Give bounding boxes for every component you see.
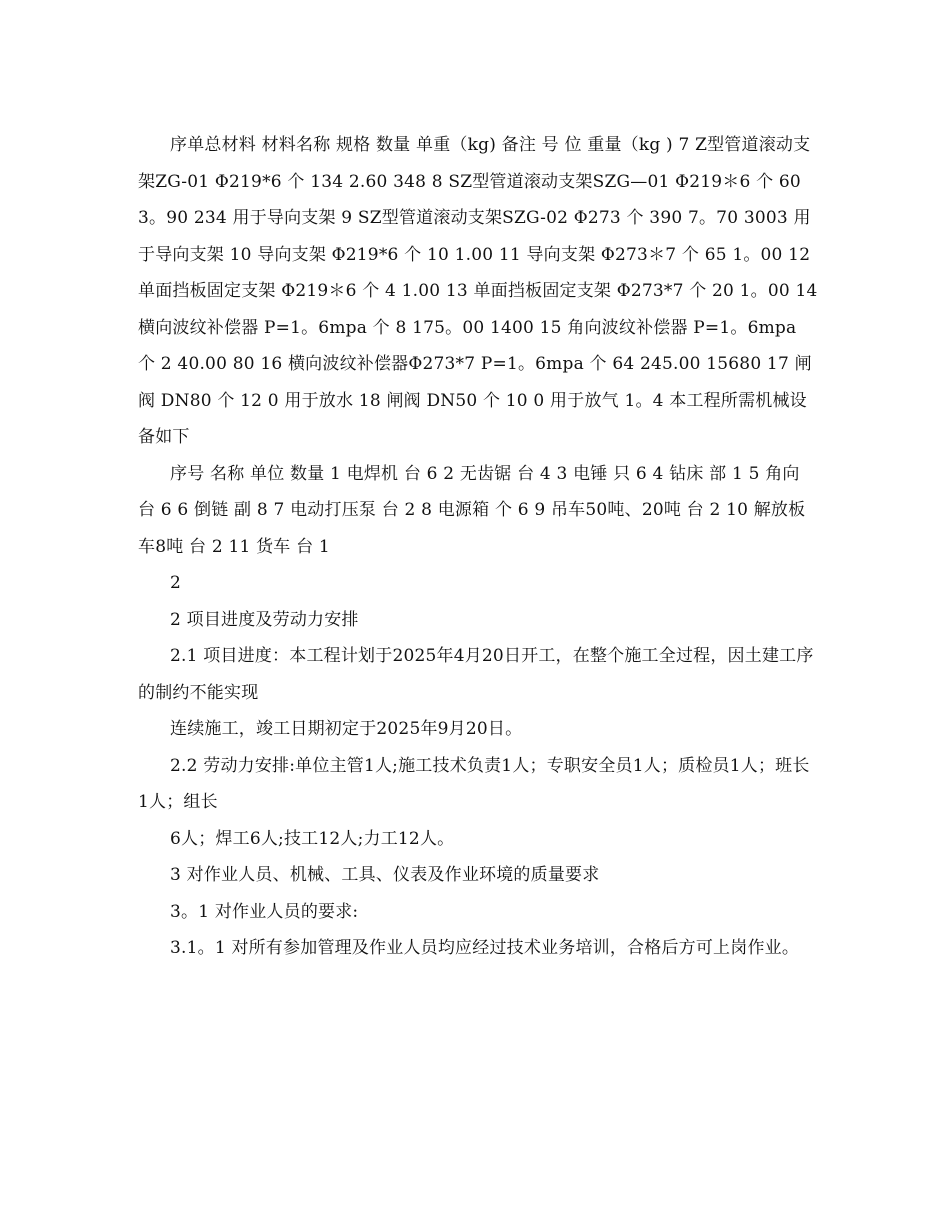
paragraph-3-1-1: 3.1。1 对所有参加管理及作业人员均应经过技术业务培训，合格后方可上岗作业。 bbox=[170, 938, 800, 958]
equipment-table-paragraph: 序号 名称 单位 数量 1 电焊机 台 6 2 无齿锯 台 4 3 电锤 只 6 4 钻床 部 1 5 角向 台 6 6 倒链 副 8 7 电动打压泵 台 2 8 电源箱 个 6 9 吊车50吨、20吨 台 2 10 解放板车8吨 台 2 11 货车 台 1 bbox=[138, 463, 806, 557]
page-number: 2 bbox=[170, 573, 182, 593]
document-body bbox=[138, 127, 818, 967]
paragraph-2-1: 2.1 项目进度：本工程计划于2025年4月20日开工，在整个施工全过程，因土建工序的制约不能实现 bbox=[138, 646, 814, 703]
paragraph-2-2: 2.2 劳动力安排:单位主管1人;施工技术负责1人；专职安全员1人；质检员1人；班长1人；组长 bbox=[138, 755, 810, 812]
materials-table-paragraph: 序单总材料 材料名称 规格 数量 单重（kg) 备注 号 位 重量（kg ) 7 Z型管道滚动支架ZG-01 Φ219*6 个 134 2.60 348 8 SZ型管道滚动支架SZG—01 Φ219＊6 个 60 3。90 234 用于导向支架 9 SZ型管道滚动支架SZG-02 Φ273 个 390 7。70 3003 用于导向支架 10 导向支架 Φ219*6 个 10 1.00 11 导向支架 Φ273＊7 个 65 1。00 12 单面挡板固定支架 Φ219＊6 个 4 1.00 13 单面挡板固定支架 Φ273*7 个 20 1。00 14 横向波纹补偿器 P=1。6mpa 个 8 175。00 1400 15 角向波纹补偿器 P=1。6mpa 个 2 40.00 80 16 横向波纹补偿器Φ273*7 P=1。6mpa 个 64 245.00 15680 17 闸阀 DN80 个 12 0 用于放水 18 闸阀 DN50 个 10 0 用于放气 1。4 本工程所需机械设备如下 bbox=[138, 135, 818, 447]
paragraph-2-2-continued: 6人；焊工6人;技工12人;力工12人。 bbox=[170, 828, 455, 849]
subsection-heading-3-1: 3。1 对作业人员的要求: bbox=[170, 901, 359, 922]
section-heading-2: 2 项目进度及劳动力安排 bbox=[170, 609, 359, 630]
section-heading-3: 3 对作业人员、机械、工具、仪表及作业环境的质量要求 bbox=[170, 865, 600, 885]
paragraph-2-1-continued: 连续施工，竣工日期初定于2025年9月20日。 bbox=[170, 719, 523, 739]
